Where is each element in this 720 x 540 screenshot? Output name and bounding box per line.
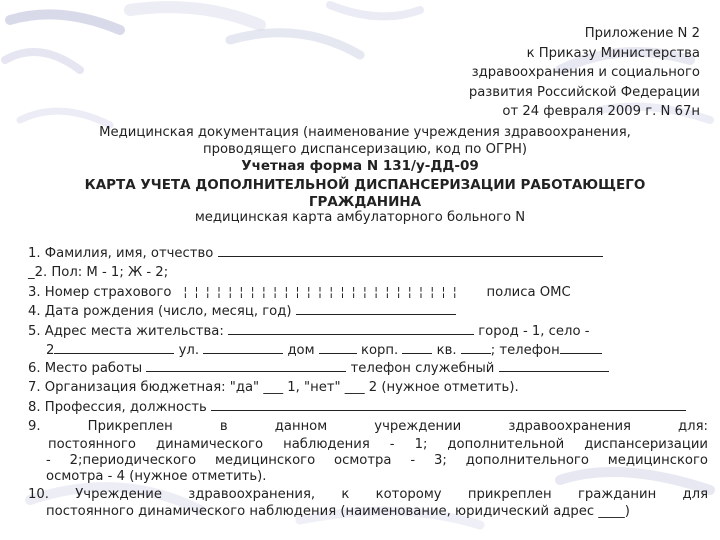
work-phone-blank[interactable] (499, 359, 609, 372)
apartment-blank[interactable] (461, 341, 491, 354)
field-label: полиса ОМС (486, 284, 571, 300)
birth-date-blank[interactable] (296, 302, 456, 315)
field-label: 6. Место работы (28, 361, 143, 377)
appendix-line: здравоохранения и социального (471, 65, 700, 81)
field-label: 8. Профессия, должность (28, 399, 207, 415)
field-birth-date (28, 302, 708, 321)
field-budget-org (28, 378, 708, 397)
appendix-line: от 24 февраля 2009 г. N 67н (502, 104, 700, 120)
field-attached-line-2 (28, 437, 708, 453)
field-label: 2 (46, 343, 55, 359)
form-number: Учетная форма N 131/у-ДД-09 (241, 158, 479, 174)
org-line-1: Медицинская документация (наименование учреждения здравоохранения, (99, 125, 631, 140)
field-label: ул. (178, 343, 200, 359)
field-label: телефон служебный (350, 361, 495, 377)
insurance-number-boxes[interactable]: ¦¦¦¦¦¦¦¦¦¦¦¦¦¦¦¦¦¦¦¦¦¦¦¦¦ (181, 284, 463, 299)
field-institution (28, 485, 708, 504)
field-address-cont (28, 341, 708, 359)
field-label: осмотра - 4 (нужное отметить). (46, 468, 267, 484)
field-label: дом (287, 343, 315, 359)
form-fields (28, 244, 708, 520)
field-institution-line-2 (28, 504, 708, 520)
org-line-2: проводящего диспансеризацию, код по ОГРН) (202, 142, 528, 157)
field-label: ; телефон (490, 343, 560, 359)
card-subtitle: медицинская карта амбулаторного больного N (194, 210, 526, 225)
field-label: 7. Организация бюджетная: "да" ___ 1, "нет" ___ 2 (нужное отметить). (28, 380, 519, 396)
field-label: 4. Дата рождения (число, месяц, год) (28, 304, 292, 320)
house-blank[interactable] (319, 341, 357, 354)
field-label: - 2;периодического медицинского осмотра - 3; дополнительного медицинского (46, 452, 708, 468)
card-title-line-1: КАРТА УЧЕТА ДОПОЛНИТЕЛЬНОЙ ДИСПАНСЕРИЗАЦИИ РАБОТАЮЩЕГО (84, 177, 646, 193)
field-attached-line-3 (28, 453, 708, 469)
field-label: город - 1, село - (478, 323, 590, 339)
card-title (40, 177, 690, 211)
appendix-line: развития Российской Федерации (468, 84, 700, 100)
field-label: 10. Учреждение здравоохранения, к которому прикреплен гражданин для (28, 486, 708, 502)
field-label: постоянного динамического наблюдения (наименование, юридический адрес ____) (46, 504, 630, 520)
workplace-blank[interactable] (146, 359, 346, 372)
district-blank[interactable] (54, 341, 174, 354)
appendix-line: Приложение N 2 (584, 26, 700, 41)
field-label: _2. Пол: М - 1; Ж - 2; (28, 265, 169, 281)
field-full-name (28, 244, 708, 263)
field-label: 1. Фамилия, имя, отчество (28, 246, 214, 261)
field-sex (28, 263, 708, 282)
address-blank[interactable] (228, 322, 474, 335)
appendix-line: к Приказу Министерства (526, 45, 700, 61)
field-label: 3. Номер страхового (28, 284, 172, 300)
field-label: постоянного динамического наблюдения - 1; дополнительной диспансеризации (48, 436, 708, 452)
street-blank[interactable] (203, 341, 283, 354)
field-attached-line-4 (28, 469, 708, 485)
field-insurance (28, 283, 708, 302)
card-title-line-2: ГРАЖДАНИНА (308, 194, 422, 210)
full-name-blank[interactable] (218, 244, 603, 257)
profession-blank[interactable] (211, 398, 686, 411)
field-profession (28, 398, 708, 417)
organization-caption (60, 124, 670, 158)
phone-blank[interactable] (560, 341, 602, 354)
field-attached (28, 417, 708, 436)
building-blank[interactable] (402, 341, 432, 354)
appendix-block (400, 24, 700, 122)
field-label: корп. (360, 343, 399, 359)
field-label: кв. (436, 343, 457, 359)
field-label: 9. Прикреплен в данном учреждении здравоохранения для: (28, 419, 708, 435)
field-workplace (28, 359, 708, 378)
field-address (28, 322, 708, 341)
field-label: 5. Адрес места жительства: (28, 323, 224, 339)
